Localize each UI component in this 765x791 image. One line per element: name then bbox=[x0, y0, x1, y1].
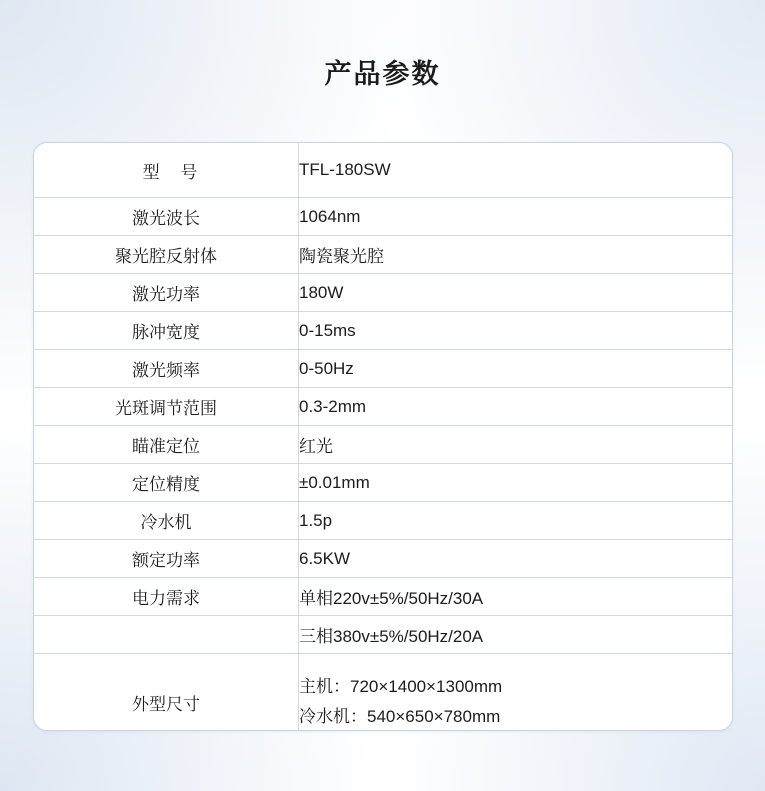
row-value bbox=[299, 654, 733, 732]
row-label: 聚光腔反射体 bbox=[34, 236, 299, 274]
row-label: 瞄准定位 bbox=[34, 426, 299, 464]
table-row bbox=[34, 502, 732, 540]
row-value: 0.3-2mm bbox=[299, 388, 733, 426]
spec-table-card bbox=[33, 142, 733, 731]
row-label: 定位精度 bbox=[34, 464, 299, 502]
table-row bbox=[34, 540, 732, 578]
row-value: 陶瓷聚光腔 bbox=[299, 236, 733, 274]
row-label: 额定功率 bbox=[34, 540, 299, 578]
row-value: 6.5KW bbox=[299, 540, 733, 578]
row-label bbox=[34, 616, 299, 654]
row-label: 激光波长 bbox=[34, 198, 299, 236]
page-title: 产品参数 bbox=[324, 59, 441, 89]
row-value: 1.5p bbox=[299, 502, 733, 540]
spec-table bbox=[34, 143, 732, 731]
table-row bbox=[34, 578, 732, 616]
table-row bbox=[34, 616, 732, 654]
row-value: 单相220v±5%/50Hz/30A bbox=[299, 578, 733, 616]
row-value: 三相380v±5%/50Hz/20A bbox=[299, 616, 733, 654]
table-row bbox=[34, 388, 732, 426]
row-label: 激光功率 bbox=[34, 274, 299, 312]
row-label: 电力需求 bbox=[34, 578, 299, 616]
table-row bbox=[34, 274, 732, 312]
table-row bbox=[34, 236, 732, 274]
row-value: 0-50Hz bbox=[299, 350, 733, 388]
row-label: 激光频率 bbox=[34, 350, 299, 388]
row-value: 红光 bbox=[299, 426, 733, 464]
table-row bbox=[34, 198, 732, 236]
row-value: ±0.01mm bbox=[299, 464, 733, 502]
table-row bbox=[34, 143, 732, 198]
row-label: 光斑调节范围 bbox=[34, 388, 299, 426]
row-label: 外型尺寸 bbox=[34, 654, 299, 732]
row-value-line-1: 主机：720×1400×1300mm bbox=[299, 677, 503, 696]
table-row bbox=[34, 312, 732, 350]
table-row bbox=[34, 350, 732, 388]
table-row bbox=[34, 464, 732, 502]
row-label: 脉冲宽度 bbox=[34, 312, 299, 350]
row-label: 冷水机 bbox=[34, 502, 299, 540]
row-value: TFL-180SW bbox=[299, 143, 733, 198]
row-value-line-2: 冷水机：540×650×780mm bbox=[299, 707, 501, 726]
row-label: 型 号 bbox=[34, 143, 299, 198]
row-value: 1064nm bbox=[299, 198, 733, 236]
row-value: 180W bbox=[299, 274, 733, 312]
table-row bbox=[34, 426, 732, 464]
row-value: 0-15ms bbox=[299, 312, 733, 350]
table-row bbox=[34, 654, 732, 732]
